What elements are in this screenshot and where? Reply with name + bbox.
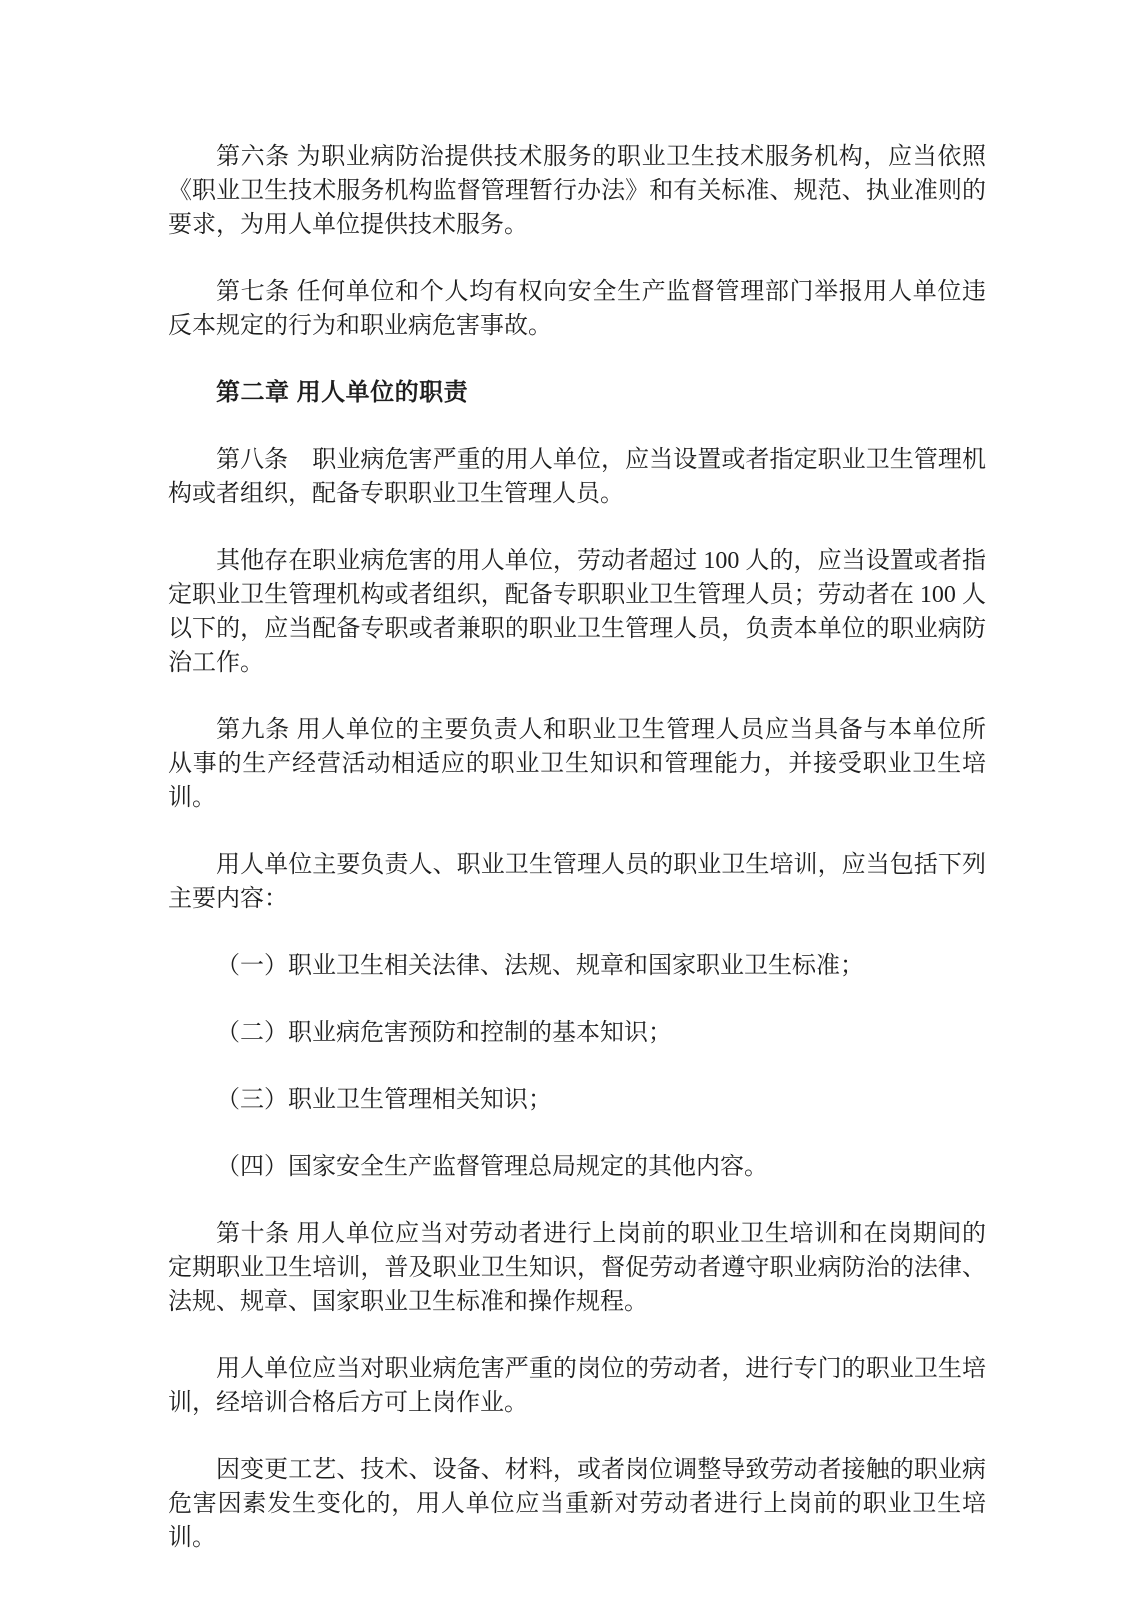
- paragraph-article-10: 第十条 用人单位应当对劳动者进行上岗前的职业卫生培训和在岗期间的定期职业卫生培训，普及职业卫生知识，督促劳动者遵守职业病防治的法律、法规、规章、国家职业卫生标准和操作规程。: [168, 1221, 986, 1315]
- paragraph-article-9-training-intro: 用人单位主要负责人、职业卫生管理人员的职业卫生培训，应当包括下列主要内容：: [168, 852, 986, 912]
- list-item-1: （一）职业卫生相关法律、法规、规章和国家职业卫生标准；: [216, 953, 864, 979]
- paragraph-article-9: 第九条 用人单位的主要负责人和职业卫生管理人员应当具备与本单位所从事的生产经营活动相适应的职业卫生知识和管理能力，并接受职业卫生培训。: [168, 717, 986, 811]
- paragraph-article-10-continued-2: 因变更工艺、技术、设备、材料，或者岗位调整导致劳动者接触的职业病危害因素发生变化的，用人单位应当重新对劳动者进行上岗前的职业卫生培训。: [168, 1457, 986, 1551]
- list-item-2: （二）职业病危害预防和控制的基本知识；: [216, 1020, 672, 1046]
- paragraph-article-10-continued-1: 用人单位应当对职业病危害严重的岗位的劳动者，进行专门的职业卫生培训，经培训合格后方可上岗作业。: [168, 1356, 986, 1416]
- list-item-3: （三）职业卫生管理相关知识；: [216, 1087, 552, 1113]
- paragraph-article-7: 第七条 任何单位和个人均有权向安全生产监督管理部门举报用人单位违反本规定的行为和职业病危害事故。: [168, 279, 986, 339]
- paragraph-article-8: 第八条 职业病危害严重的用人单位，应当设置或者指定职业卫生管理机构或者组织，配备专职职业卫生管理人员。: [168, 447, 986, 507]
- document-content: [168, 140, 986, 1555]
- chapter-2-heading: 第二章 用人单位的职责: [216, 379, 469, 406]
- paragraph-article-6: 第六条 为职业病防治提供技术服务的职业卫生技术服务机构，应当依照《职业卫生技术服务机构监督管理暂行办法》和有关标准、规范、执业准则的要求，为用人单位提供技术服务。: [168, 144, 986, 238]
- paragraph-article-8-continued: 其他存在职业病危害的用人单位，劳动者超过 100 人的，应当设置或者指定职业卫生管理机构或者组织，配备专职职业卫生管理人员；劳动者在 100 人以下的，应当配备专职或者兼职的职业卫生管理人员，负责本单位的职业病防治工作。: [168, 548, 986, 676]
- list-item-4: （四）国家安全生产监督管理总局规定的其他内容。: [216, 1154, 768, 1180]
